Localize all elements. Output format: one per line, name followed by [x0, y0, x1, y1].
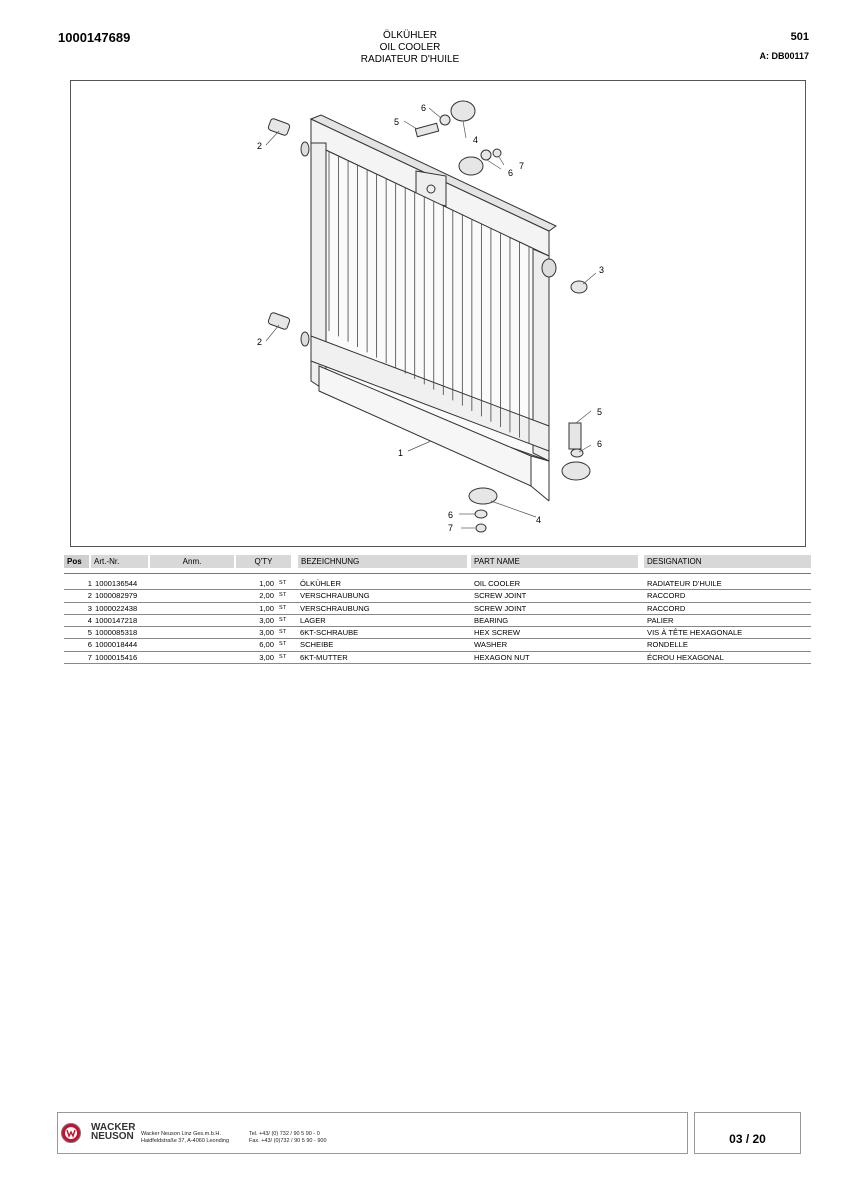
row-bezeichnung: LAGER: [300, 615, 326, 625]
row-bezeichnung: 6KT-SCHRAUBE: [300, 628, 359, 638]
wacker-neuson-logo-icon: [61, 1123, 81, 1143]
column-designation: DESIGNATION: [644, 555, 811, 568]
row-bezeichnung: SCHEIBE: [300, 640, 334, 650]
row-bezeichnung: VERSCHRAUBUNG: [300, 591, 370, 601]
title-english: OIL COOLER: [379, 42, 441, 53]
row-pos: 2: [87, 591, 92, 601]
row-article-number: 1000022438: [95, 603, 138, 613]
table-row: [64, 615, 811, 627]
row-part-name: BEARING: [474, 615, 509, 625]
row-pos: 6: [87, 640, 92, 650]
company-name: Wacker Neuson Linz Ges.m.b.H.: [141, 1131, 221, 1137]
page-indicator: 03 / 20: [694, 1112, 801, 1154]
table-row: [64, 652, 811, 664]
document-number: 1000147689: [58, 30, 131, 45]
column-article-number: Art.-Nr.: [91, 555, 148, 568]
document-reference: A: DB00117: [759, 51, 809, 61]
table-row: [64, 639, 811, 651]
exploded-view-drawing: [70, 80, 806, 547]
row-article-number: 1000082979: [95, 591, 138, 601]
row-bezeichnung: ÖLKÜHLER: [300, 579, 341, 588]
row-designation: ÉCROU HEXAGONAL: [647, 652, 724, 662]
callout-7-lower: 7: [448, 523, 454, 533]
callout-5-upper: 5: [394, 117, 400, 127]
row-pos: 7: [87, 652, 92, 662]
row-quantity: 3,00: [259, 628, 274, 638]
row-part-name: WASHER: [474, 640, 508, 650]
row-unit: ST: [279, 641, 287, 648]
row-unit: ST: [279, 604, 287, 611]
callout-7-upper: 7: [519, 161, 525, 171]
table-row: [64, 590, 811, 602]
row-quantity: 1,00: [259, 579, 274, 588]
title-french: RADIATEUR D'HUILE: [360, 54, 460, 65]
row-quantity: 6,00: [259, 640, 274, 650]
row-article-number: 1000147218: [95, 615, 138, 625]
callout-4-lower: 4: [536, 515, 542, 525]
row-part-name: HEXAGON NUT: [474, 652, 530, 662]
callout-4-upper: 4: [473, 135, 479, 145]
column-remark: Anm.: [150, 555, 234, 568]
table-divider: [64, 573, 811, 574]
row-bezeichnung: 6KT-MUTTER: [300, 652, 348, 662]
row-unit: ST: [279, 580, 287, 586]
callout-1: 1: [398, 448, 404, 458]
table-row: [64, 603, 811, 615]
row-part-name: SCREW JOINT: [474, 591, 527, 601]
row-pos: 5: [87, 628, 92, 638]
row-designation: RACCORD: [647, 603, 686, 613]
row-bezeichnung: VERSCHRAUBUNG: [300, 603, 370, 613]
callout-6-bottom: 6: [448, 510, 454, 520]
row-pos: 4: [87, 615, 92, 625]
parts-table-header: [64, 555, 811, 568]
row-unit: ST: [279, 592, 287, 599]
contact-numbers: [249, 1131, 327, 1145]
row-part-name: SCREW JOINT: [474, 603, 527, 613]
column-quantity: Q'TY: [236, 555, 291, 568]
row-article-number: 1000015416: [95, 652, 138, 662]
logo-wordmark: [91, 1123, 135, 1141]
company-address: [141, 1131, 229, 1145]
row-part-name: OIL COOLER: [474, 579, 521, 588]
company-street: Haidfeldstraße 37, A-4060 Leonding: [141, 1138, 230, 1144]
parts-table-body: [64, 578, 811, 664]
row-pos: 3: [87, 603, 92, 613]
row-quantity: 3,00: [259, 615, 274, 625]
callout-3: 3: [599, 265, 605, 275]
row-quantity: 3,00: [259, 652, 274, 662]
row-quantity: 2,00: [259, 591, 274, 601]
row-quantity: 1,00: [259, 603, 274, 613]
row-designation: VIS À TÊTE HEXAGONALE: [647, 628, 743, 638]
row-pos: 1: [87, 579, 92, 588]
row-article-number: 1000085318: [95, 628, 138, 638]
column-pos: Pos: [64, 555, 89, 568]
callout-2-lower: 2: [257, 337, 263, 347]
callout-5-lower: 5: [597, 407, 603, 417]
title-german: ÖLKÜHLER: [383, 30, 437, 41]
logo-line-1: WACKER: [91, 1122, 136, 1133]
row-unit: ST: [279, 653, 287, 660]
callout-2-upper: 2: [257, 141, 263, 151]
column-bezeichnung: BEZEICHNUNG: [298, 555, 467, 568]
fax: Fax. +43/ (0)732 / 90 5 90 - 900: [249, 1138, 327, 1144]
callout-6-lower: 6: [597, 439, 603, 449]
row-designation: PALIER: [647, 615, 674, 625]
oil-cooler-drawing: [71, 81, 807, 548]
row-part-name: HEX SCREW: [474, 628, 520, 638]
row-unit: ST: [279, 629, 287, 636]
page-code: 501: [790, 31, 809, 43]
page-title: [300, 30, 520, 66]
callout-6-top: 6: [421, 103, 427, 113]
callout-6-middle: 6: [508, 168, 514, 178]
row-designation: RONDELLE: [647, 640, 688, 650]
row-designation: RADIATEUR D'HUILE: [647, 579, 722, 588]
table-row: [64, 627, 811, 639]
telephone: Tel. +43/ (0) 732 / 90 5 90 - 0: [249, 1131, 320, 1137]
column-part-name: PART NAME: [471, 555, 638, 568]
row-article-number: 1000018444: [95, 640, 138, 650]
row-designation: RACCORD: [647, 591, 686, 601]
row-article-number: 1000136544: [95, 579, 138, 588]
row-unit: ST: [279, 616, 287, 623]
table-row: [64, 578, 811, 590]
logo-line-2: NEUSON: [91, 1131, 134, 1142]
